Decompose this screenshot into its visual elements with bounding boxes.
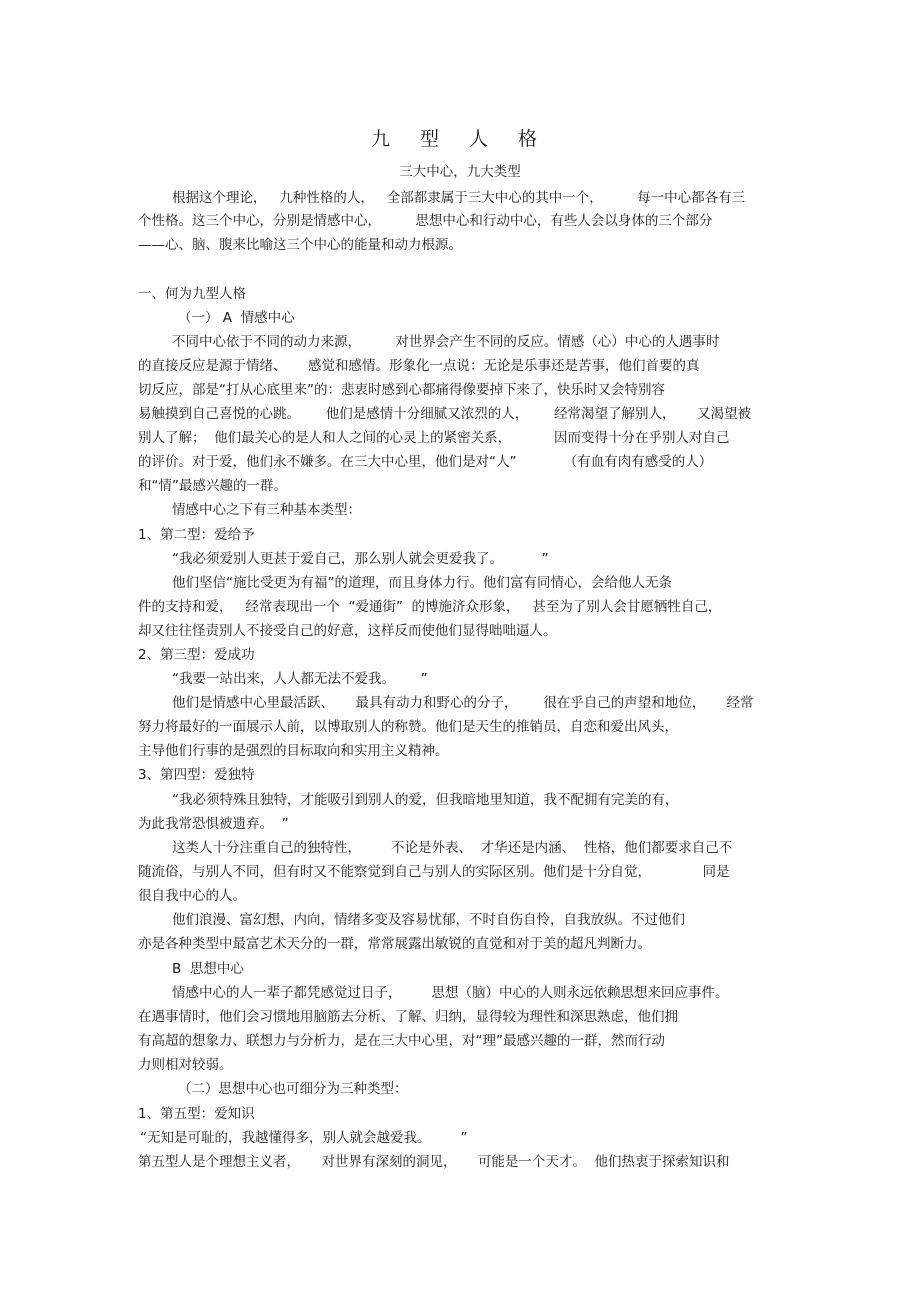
text-line: 这类人十分注重自己的独特性， 不论是外表、 才华还是内涵、 性格，他们都要求自己不 (172, 840, 733, 856)
text-line: 第五型人是个理想主义者， 对世界有深刻的洞见， 可能是一个天才。 他们热衷于探索知识和 (138, 1154, 730, 1170)
type-heading: 1、第二型：爱给予 (138, 527, 255, 543)
text-line: 的直接反应是源于情绪、 感觉和感情。形象化一点说：无论是乐事还是苦事，他们首要的真 (138, 358, 700, 374)
text-line: 不同中心依于不同的动力来源， 对世界会产生不同的反应。情感（心）中心的人遇事时 (172, 334, 720, 350)
subtitle: 三大中心，九大类型 (399, 164, 521, 180)
quote-line: “无知是可耻的，我越懂得多，别人就会越爱我。 ” (140, 1130, 468, 1146)
text-line: 主导他们行事的是强烈的目标取向和实用主义精神。 (138, 743, 449, 759)
type-heading: 2、第三型：爱成功 (138, 647, 255, 663)
text-line: 和“情”最感兴趣的一群。 (138, 478, 287, 494)
subsection-heading: B 思想中心 (172, 961, 244, 977)
text-line: 的评价。对于爱，他们永不嫌多。在三大中心里，他们是对“人” （有血有肉有感受的人） (138, 454, 713, 470)
text-line: 切反应，部是“打从心底里来”的：悲衷时感到心都痛得像要掉下来了，快乐时又会特别容 (138, 382, 665, 398)
text-line: ——心、脑、腹来比喻这三个中心的能量和动力根源。 (138, 237, 462, 253)
text-line: 随流俗，与别人不同，但有时又不能察觉到自己与别人的实际区别。他们是十分自觉， 同是 (138, 864, 730, 880)
text-line: 却又往往怪责别人不接受自己的好意，这样反而使他们显得咄咄逼人。 (138, 623, 557, 639)
quote-line: “我必须特殊且独特，才能吸引到别人的爱，但我暗地里知道，我不配拥有完美的有， (172, 792, 679, 808)
text-line: 情感中心的人一辈子都凭感觉过日子， 思想（脑）中心的人则永远依赖思想来回应事件。 (172, 985, 729, 1001)
text-line: 他们是情感中心里最活跃、 最具有动力和野心的分子， 很在乎自己的声望和地位， 经常 (172, 695, 754, 711)
text-line: 件的支持和爱， 经常表现出一个 “爱通街” 的博施济众形象， 甚至为了别人会甘愿牺牲自己， (138, 599, 722, 615)
text-line: 根据这个理论， 九种性格的人， 全部都隶属于三大中心的其中一个， 每一中心都各有三 (172, 190, 746, 206)
subsection-heading: （二）思想中心也可细分为三种类型： (178, 1081, 408, 1097)
text-line: 有高超的想象力、联想力与分析力，是在三大中心里，对“理”最感兴趣的一群，然而行动 (138, 1033, 665, 1049)
text-line: 努力将最好的一面展示人前，以博取别人的称赞。他们是天生的推销员，自恋和爱出风头， (138, 719, 678, 735)
text-line: 情感中心之下有三种基本类型： (172, 502, 361, 518)
type-heading: 1、第五型：爱知识 (138, 1106, 255, 1122)
text-line: 很自我中心的人。 (138, 888, 246, 904)
text-line: 易触摸到自己喜悦的心跳。 他们是感情十分细腻又浓烈的人， 经常渴望了解别人， 又渴望被 (138, 406, 751, 422)
text-line: 别人了解； 他们最关心的是人和人之间的心灵上的紧密关系， 因而变得十分在乎别人对自己 (138, 430, 730, 446)
type-heading: 3、第四型：爱独特 (138, 767, 255, 783)
text-line: 个性格。这三个中心，分别是情感中心， 思想中心和行动中心，有些人会以身体的三个部分 (138, 213, 713, 229)
quote-line: “我要一站出来，人人都无法不爱我。 ” (172, 671, 428, 687)
text-line: 力则相对较弱。 (138, 1057, 233, 1073)
text-line: 他们坚信“施比受更为有福”的道理，而且身体力行。他们富有同情心，会给他人无条 (172, 575, 672, 591)
quote-line: “我必须爱别人更甚于爱自己，那么别人就会更爱我了。 ” (172, 551, 549, 567)
text-line: 在遇事情时，他们会习惯地用脑筋去分析、了解、归纳，显得较为理性和深思熟虑，他们拥 (138, 1009, 678, 1025)
page-title: 九 型 人 格 (370, 128, 550, 150)
quote-line: 为此我常恐惧被遗弃。 ” (138, 816, 289, 832)
section-heading: 一、何为九型人格 (138, 286, 246, 302)
subsection-heading: （一） A 情感中心 (178, 310, 295, 326)
text-line: 亦是各种类型中最富艺术天分的一群，常常展露出敏锐的直觉和对于美的超凡判断力。 (138, 936, 651, 952)
text-line: 他们浪漫、富幻想，内向，情绪多变及容易忧郁，不时自伤自怜，自我放纵。不过他们 (172, 912, 685, 928)
